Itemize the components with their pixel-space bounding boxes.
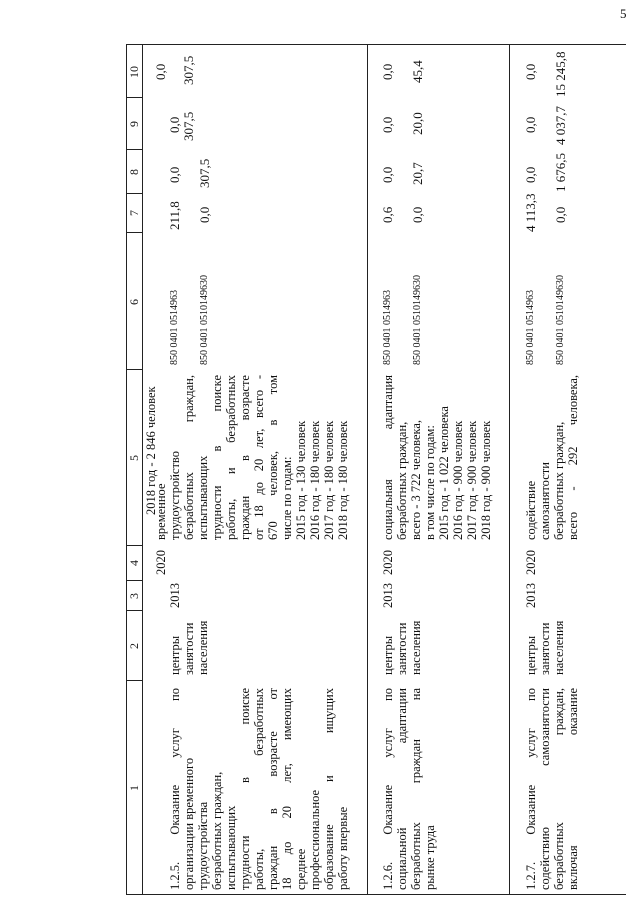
column-header: 3 — [127, 593, 141, 599]
item-line: среднее — [294, 848, 308, 890]
value-col8: 0,0 — [380, 166, 395, 183]
table-left-border — [126, 894, 626, 895]
value-col8: 20,7 — [410, 162, 425, 185]
col-divider-8 — [126, 149, 142, 150]
executor-cell — [168, 611, 210, 675]
budget-code: 850 0401 0514963 — [169, 290, 180, 365]
value-col7: 0,0 — [410, 206, 425, 223]
value-col10: 45,4 — [410, 60, 425, 83]
item-line: включая оказание — [566, 688, 580, 890]
description-line: безработных граждан, — [182, 375, 196, 540]
value-col7: 4 113,3 — [523, 193, 538, 232]
item-line: 18 до 20 лет, имеющих — [280, 688, 294, 890]
description-line: работы, и безработных — [224, 375, 238, 540]
value-col9: 4 037,7 — [553, 106, 568, 145]
description-line: трудоустройство — [168, 451, 182, 540]
item-cell — [168, 688, 350, 890]
value-col10: 15 245,8 — [553, 51, 568, 97]
end-year: 2020 — [524, 550, 538, 575]
item-line: работу впервые — [336, 806, 350, 890]
col-divider-5 — [126, 369, 142, 370]
budget-code: 850 0401 0514963 — [382, 290, 393, 365]
column-header: 10 — [127, 66, 141, 78]
item-cell — [524, 688, 580, 890]
item-line: безработных граждан, — [210, 771, 224, 890]
description-line: 2018 год - 900 человек — [479, 420, 493, 540]
col-divider-2 — [126, 610, 142, 611]
item-line: безработных граждан, — [552, 688, 566, 890]
value-col9: 0,0 — [523, 116, 538, 133]
col-divider-4 — [126, 545, 142, 546]
description-line: испытывающих — [196, 455, 210, 540]
col-divider-3 — [126, 580, 142, 581]
column-header: 6 — [127, 299, 141, 305]
item-line: социальной адаптации — [395, 688, 409, 890]
executor-line: центры — [168, 635, 182, 675]
description-line: 2016 год - 180 человек — [308, 420, 322, 540]
value-col7: 0,0 — [197, 206, 212, 223]
description-line: числе по годам: — [280, 456, 294, 540]
item-line: испытывающих — [224, 805, 238, 890]
item-line: содействию самозанятости — [538, 688, 552, 890]
col-divider-6 — [126, 232, 142, 233]
executor-line: центры — [524, 635, 538, 675]
item-line: рынке труда — [423, 825, 437, 890]
item-line: профессиональное — [308, 789, 322, 890]
start-year: 2013 — [168, 583, 182, 608]
row-divider-1 — [367, 45, 368, 895]
column-header: 9 — [127, 121, 141, 127]
column-header: 2 — [127, 643, 141, 649]
description-line: 670 человек, в том — [266, 375, 280, 540]
budget-code: 850 0401 0510149630 — [199, 275, 210, 365]
start-year: 2013 — [381, 583, 395, 608]
start-year: 2013 — [524, 583, 538, 608]
col-divider-7 — [126, 193, 142, 194]
carry-over-text-line: 2018 год - 2 846 человек — [144, 386, 158, 515]
page-number: 5 — [620, 6, 627, 21]
value-col8: 0,0 — [523, 166, 538, 183]
description-line: от 18 до 20 лет, всего - — [252, 375, 266, 540]
table-right-border — [126, 44, 626, 45]
description-line: социальная адаптация — [381, 375, 395, 540]
value-col9: 307,5 — [181, 111, 196, 141]
value-col8: 1 676,5 — [553, 153, 568, 192]
description-line: в том числе по годам: — [423, 425, 437, 540]
executor-line: населения — [409, 620, 423, 675]
executor-line: центры — [381, 635, 395, 675]
header-bottom-border — [142, 45, 143, 895]
budget-code: 850 0401 0510149630 — [412, 275, 423, 365]
description-line: 2017 год - 900 человек — [465, 420, 479, 540]
description-line: 2015 год - 130 человек — [294, 420, 308, 540]
executor-line: занятости — [182, 622, 196, 675]
end-year: 2020 — [381, 550, 395, 575]
description-cell — [524, 375, 580, 540]
description-line: безработных граждан, — [395, 421, 409, 540]
description-line: 2015 год - 1 022 человека — [437, 406, 451, 540]
description-line: всего - 3 722 человека, — [409, 419, 423, 540]
value-col9: 0,0 — [380, 116, 395, 133]
description-line: всего - 292 человека, — [566, 375, 580, 540]
description-line: самозанятости — [538, 462, 552, 540]
item-line: безработных граждан на — [409, 688, 423, 890]
description-cell — [381, 375, 493, 540]
item-line: работы, безработных — [252, 688, 266, 890]
budget-code: 850 0401 0510149630 — [555, 275, 566, 365]
executor-line: населения — [552, 620, 566, 675]
description-line: содействие — [524, 480, 538, 540]
description-line: 2018 год - 180 человек — [336, 420, 350, 540]
value-col7: 0,0 — [553, 206, 568, 223]
description-line: граждан в возрасте — [238, 375, 252, 540]
item-line: 1.2.7. Оказание услуг по — [524, 688, 538, 890]
end-year: 2020 — [154, 550, 168, 575]
description-line: трудности в поиске — [210, 375, 224, 540]
executor-cell — [381, 611, 423, 675]
item-line: 1.2.6. Оказание услуг по — [381, 688, 395, 890]
item-line: 1.2.5. Оказание услуг по — [168, 688, 182, 890]
value-col9: 0,0 — [167, 116, 182, 133]
value-col8: 0,0 — [167, 166, 182, 183]
col-divider-9 — [126, 97, 142, 98]
item-line: граждан в возрасте от — [266, 688, 280, 890]
budget-code: 850 0401 0514963 — [525, 290, 536, 365]
description-line: 2016 год - 900 человек — [451, 420, 465, 540]
description-line: безработных граждан, — [552, 421, 566, 540]
row-divider-2 — [509, 45, 510, 895]
item-line: трудности в поиске — [238, 688, 252, 890]
column-header: 8 — [127, 169, 141, 175]
value-col10: 0,0 — [380, 63, 395, 80]
value-col8: 307,5 — [197, 158, 212, 188]
item-line: трудоустройства — [196, 801, 210, 890]
executor-cell — [524, 611, 566, 675]
description-line: 2017 год - 180 человек — [322, 420, 336, 540]
value-col7: 211,8 — [167, 201, 182, 230]
value-col10: 0,0 — [153, 63, 168, 80]
column-header: 4 — [127, 560, 141, 566]
col-divider-1 — [126, 680, 142, 681]
item-line: образование и ищущих — [322, 688, 336, 890]
column-header: 1 — [127, 785, 141, 791]
column-header: 7 — [127, 210, 141, 216]
column-header: 5 — [127, 455, 141, 461]
executor-line: занятости — [538, 622, 552, 675]
item-line: организации временного — [182, 757, 196, 890]
description-cell — [154, 375, 350, 540]
value-col10: 307,5 — [181, 55, 196, 85]
value-col9: 20,0 — [410, 112, 425, 135]
description-line: временное — [154, 483, 168, 540]
executor-line: населения — [196, 620, 210, 675]
value-col7: 0,6 — [380, 206, 395, 223]
item-cell — [381, 688, 437, 890]
executor-line: занятости — [395, 622, 409, 675]
value-col10: 0,0 — [523, 63, 538, 80]
program-table — [126, 35, 626, 895]
